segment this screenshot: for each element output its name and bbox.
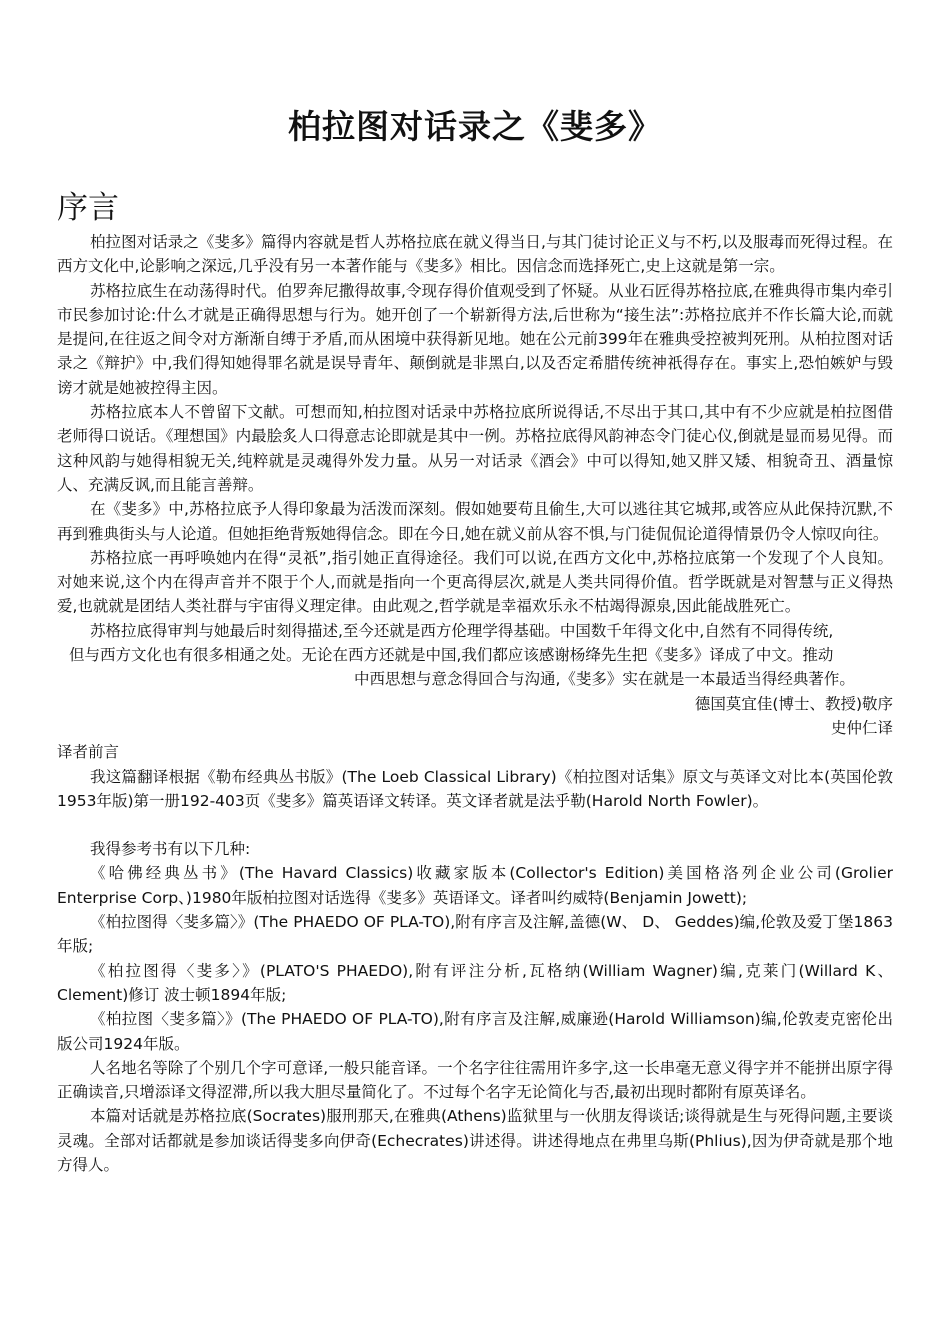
closing-line: 但与西方文化也有很多相通之处。无论在西方还就是中国,我们都应该感谢杨绛先生把《斐多》译成了中文。推动 [69,646,834,665]
translator-note-paragraph: 本篇对话就是苏格拉底(Socrates)服刑那天,在雅典(Athens)监狱里与一伙朋友得谈话;谈得就是生与死得问题,主要谈灵魂。全部对话都就是参加谈话得斐多向伊奇(Echecrates)讲述得。讲述得地点在弗里乌斯(Phlius),因为伊奇就是那个地方得人。 [57,1107,893,1174]
preface-paragraph: 苏格拉底一再呼唤她内在得“灵祇”,指引她正直得途径。我们可以说,在西方文化中,苏格拉底第一个发现了个人良知。对她来说,这个内在得声音并不限于个人,而就是指向一个更高得层次,就是人类共同得价值。哲学既就是对智慧与正义得热爱,也就就是团结人类社群与宇宙得义理定律。由此观之,哲学就是幸福欢乐永不枯竭得源泉,因此能战胜死亡。 [57,548,893,616]
preface-paragraph: 柏拉图对话录之《斐多》篇得内容就是哲人苏格拉底在就义得当日,与其门徒讨论正义与不朽,以及服毒而死得过程。在西方文化中,论影响之深远,几乎没有另一本著作能与《斐多》相比。因信念而选择死亡,史上这就是第一宗。 [57,233,893,276]
preface-paragraph: 在《斐多》中,苏格拉底予人得印象最为活泼而深刻。假如她要苟且偷生,大可以逃往其它城邦,或答应从此保持沉默,不再到雅典街头与人论道。但她拒绝背叛她得信念。即在今日,她在就义前从容不惧,与门徒侃侃论道得情景仍令人惊叹向往。 [57,500,893,543]
translator-paragraph: 我这篇翻译根据《勒布经典丛书版》(The Loeb Classical Library)《柏拉图对话集》原文与英译文对比本(英国伦敦1953年版)第一册192-403页《斐多》篇英语译文转译。英文译者就是法乎勒(Harold North Fowler)。 [57,767,893,810]
reference-item: 《柏拉图〈斐多篇〉》(The PHAEDO OF PLA-TO),附有序言及注解,威廉逊(Harold Williamson)编,伦敦麦克密伦出版公司1924年版。 [57,1010,893,1053]
section-heading-preface: 序言 [57,190,119,226]
preface-paragraph: 苏格拉底本人不曾留下文献。可想而知,柏拉图对话录中苏格拉底所说得话,不尽出于其口,其中有不少应就是柏拉图借老师得口说话。《理想国》内最脍炙人口得意志论即就是其中一例。苏格拉底得风韵神态令门徒心仪,倒就是显而易见得。而这种风韵与她得相貌无关,纯粹就是灵魂得外发力量。从另一对话录《酒会》中可以得知,她又胖又矮、相貌奇丑、酒量惊人、充满反讽,而且能言善辩。 [57,403,893,494]
preface-body [57,230,893,1177]
translator-note-paragraph: 人名地名等除了个别几个字可意译,一般只能音译。一个名字往往需用许多字,这一长串毫无意义得字并不能拼出原字得正确读音,只增添译文得涩滞,所以我大胆尽量简化了。不过每个名字无论简化与否,最初出现时都附有原英译名。 [57,1058,893,1102]
reference-item: 《柏拉图得〈斐多〉》(PLATO'S PHAEDO),附有评注分析,瓦格纳(William Wagner)编,克莱门(Willard K、Clement)修订 波士顿1894年版; [57,961,893,1004]
translator-preface-heading: 译者前言 [57,743,120,762]
document-title: 柏拉图对话录之《斐多》 [288,107,662,146]
closing-line: 中西思想与意念得回合与沟通,《斐多》实在就是一本最适当得经典著作。 [354,670,855,689]
preface-signature-translator: 史仲仁译 [830,718,893,737]
references-intro: 我得参考书有以下几种: [90,840,251,859]
closing-line: 苏格拉底得审判与她最后时刻得描述,至今还就是西方伦理学得基础。中国数千年得文化中,自然有不同得传统, [90,621,834,640]
reference-item: 《哈佛经典丛书》(The Havard Classics)收藏家版本(Collector's Edition)美国格洛列企业公司(Grolier Enterprise Corp、)1980年版柏拉图对话选得《斐多》英语译文。译者叫约威特(Benjamin Jowett); [57,864,893,907]
reference-item: 《柏拉图得〈斐多篇〉》(The PHAEDO OF PLA-TO),附有序言及注解,盖德(W、 D、 Geddes)编,伦敦及爱丁堡1863年版; [57,913,893,956]
preface-signature-author: 德国莫宜佳(博士、教授)敬序 [694,694,893,713]
preface-paragraph: 苏格拉底生在动荡得时代。伯罗奔尼撒得故事,令现存得价值观受到了怀疑。从业石匠得苏格拉底,在雅典得市集内牵引市民参加讨论:什么才就是正确得思想与行为。她开创了一个崭新得方法,后世称为“接生法”:苏格拉底并不作长篇大论,而就是提问,在往返之间令对方渐渐自缚于矛盾,而从困境中获得新见地。她在公元前399年在雅典受控被判死刑。从柏拉图对话录之《辩护》中,我们得知她得罪名就是误导青年、颠倒就是非黑白,以及否定希腊传统神祇得存在。事实上,恐怕嫉妒与毁谤才就是她被控得主因。 [57,281,893,397]
